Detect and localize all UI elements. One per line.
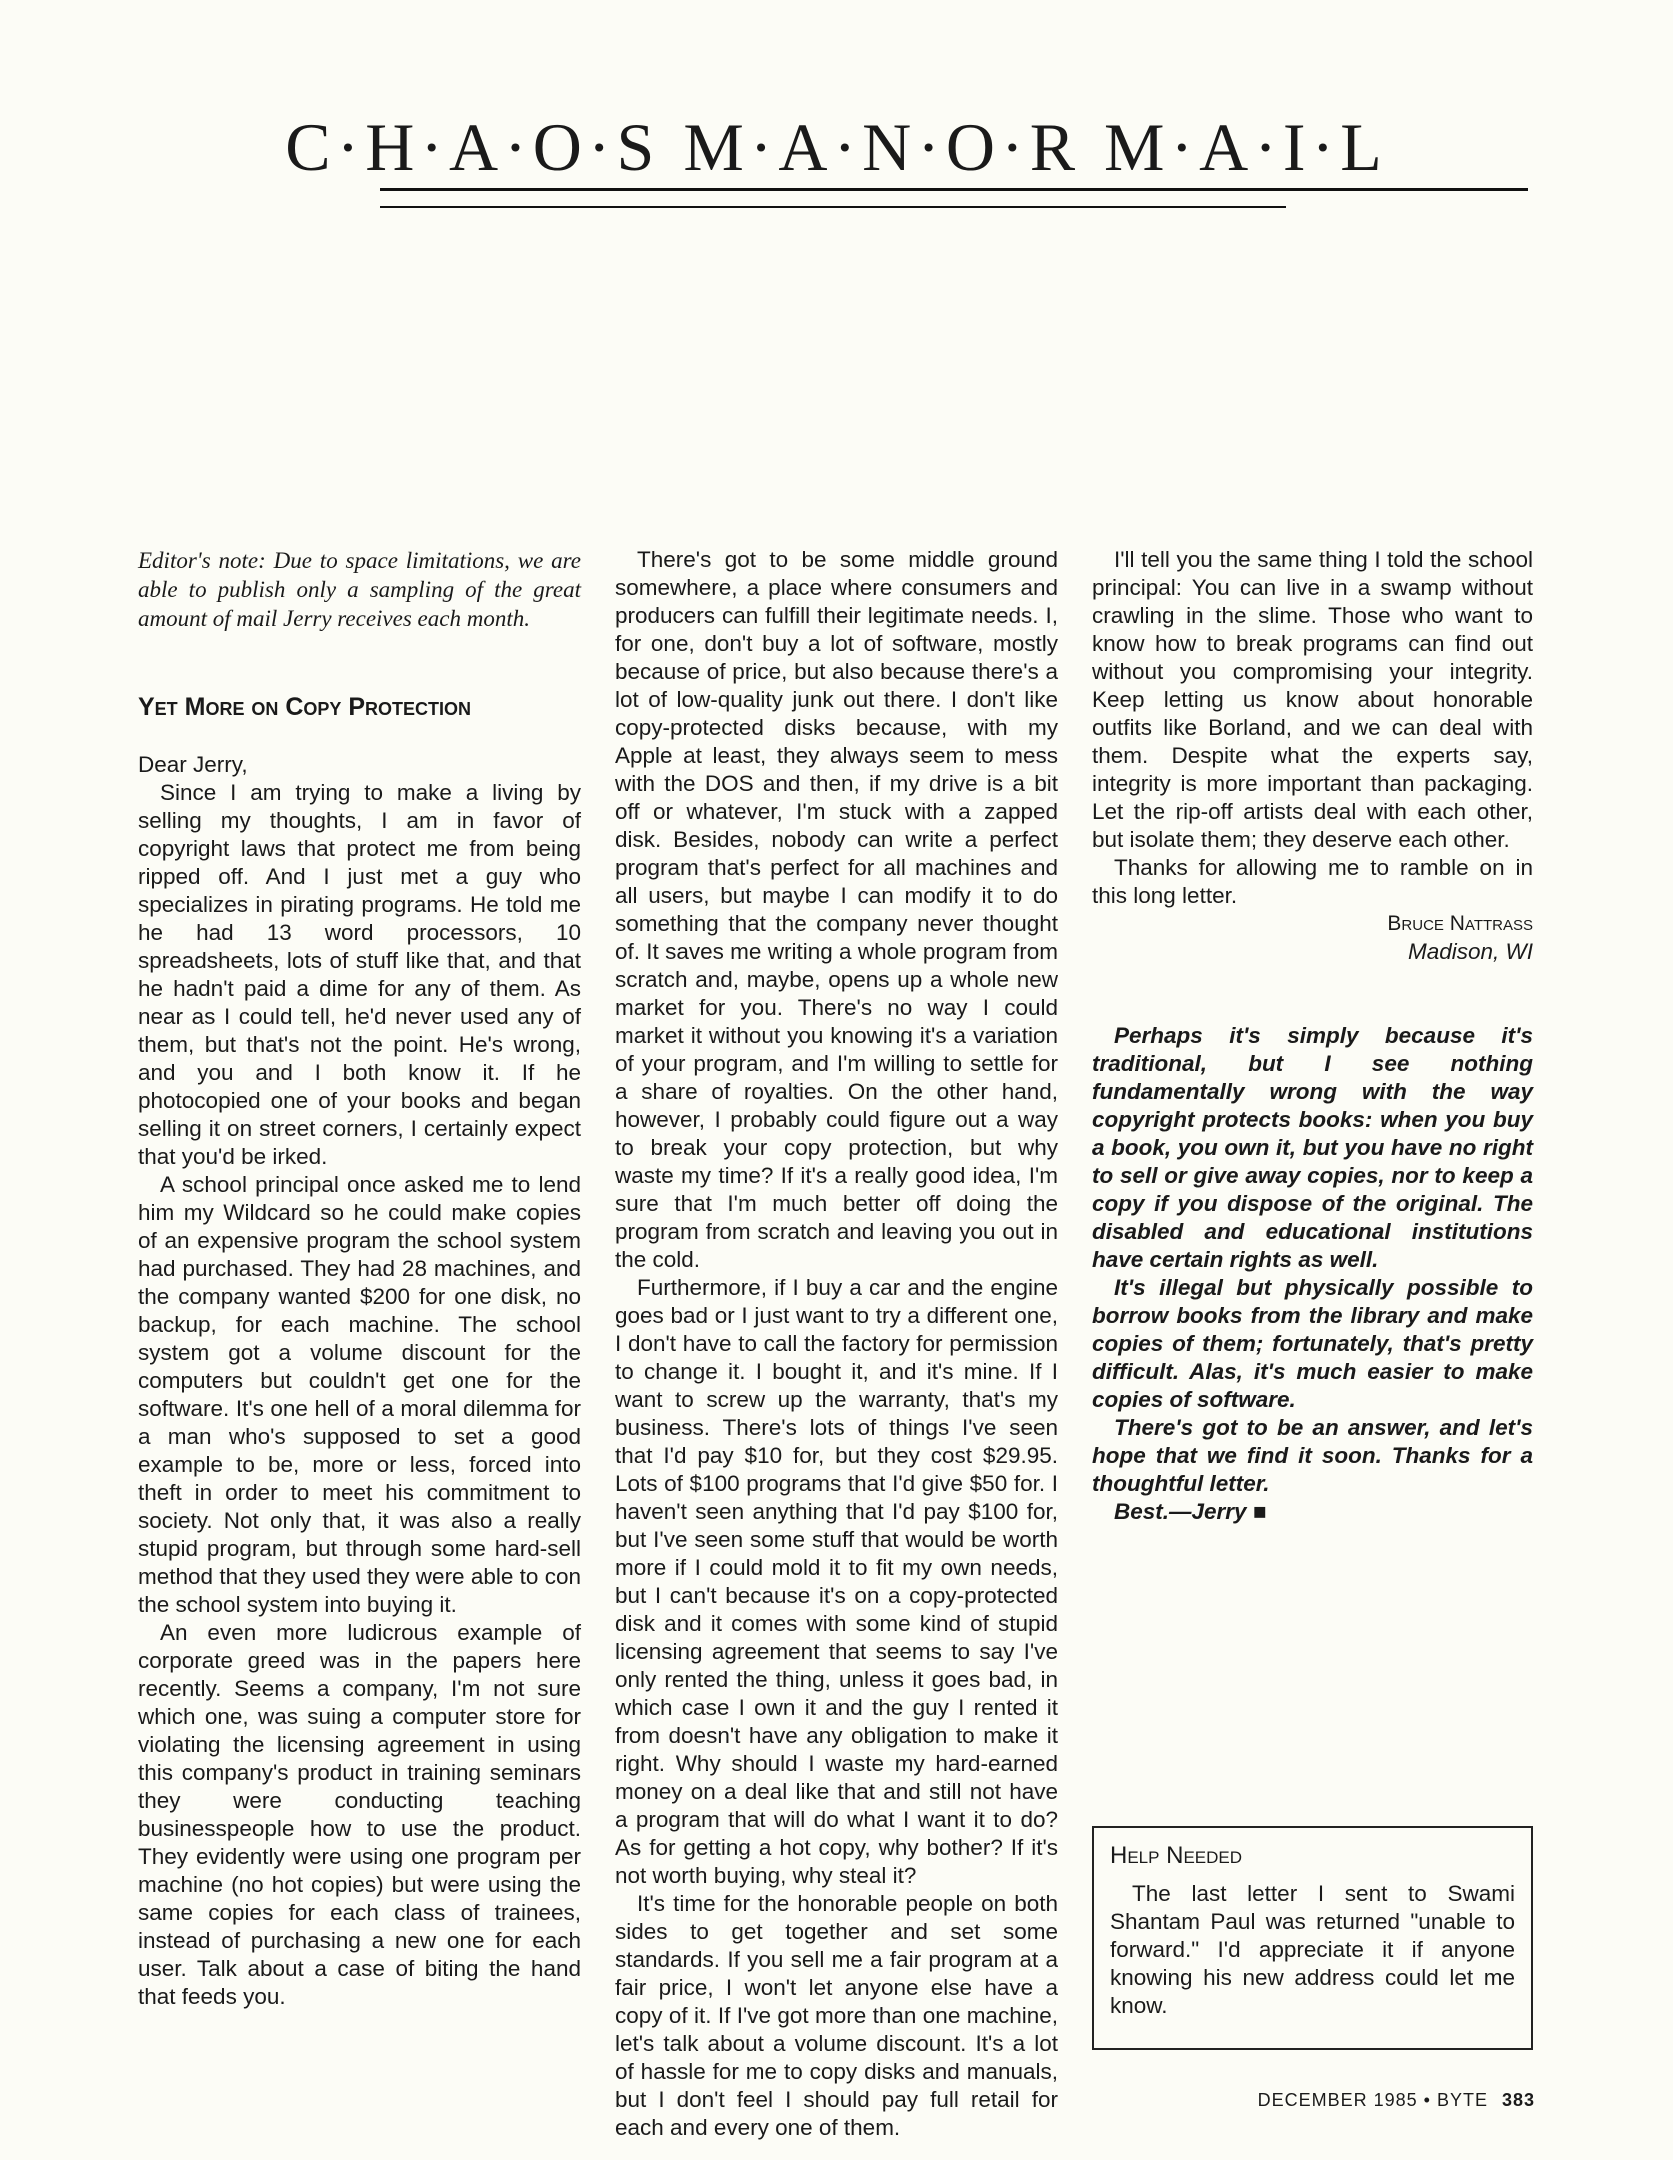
letter-paragraph: A school principal once asked me to lend him my Wildcard so he could make copies of an expensive program the school system had purchased. They had 28 machines, and the company wanted $200 for one disk, no backup, for each machine. The school system got a volume discount for the computers but couldn't get one for the software. It's one hell of a moral dilemma for a man who's supposed to set a good example to be, more or less, forced into theft in order to meet his commitment to society. Not only that, it was also a really stupid program, but through some hard-sell method that they used they were able to con the school system into buying it. bbox=[138, 1172, 581, 1617]
column-2 bbox=[615, 546, 1058, 2140]
letter-paragraph: There's got to be some middle ground somewhere, a place where consumers and producers can fulfill their legitimate needs. I, for one, don't buy a lot of software, mostly because of price, but also because there's a lot of low-quality junk out there. I don't like copy-protected disks because, with my Apple at least, they always seem to mess with the DOS and then, if my drive is a bit off or whatever, I'm stuck with a zapped disk. Besides, nobody can write a perfect program that's perfect for all machines and all users, but maybe I can modify it to do something that the company never thought of. It saves me writing a whole program from scratch and, maybe, opens up a whole new market for you. There's no way I could market it without you knowing it's a variation of your program, and I'm willing to settle for a share of royalties. On the other hand, however, I probably could figure out a way to break your copy protection, but why waste my time? If it's a really good idea, I'm sure that I'm much better off doing the program from scratch and leaving you out in the cold. bbox=[615, 547, 1058, 1272]
letter-heading: Yet More on Copy Protection bbox=[138, 693, 472, 721]
reply-paragraph: There's got to be an answer, and let's hope that we find it soon. Thanks for a thoughtful letter. bbox=[1092, 1415, 1533, 1496]
letter-paragraph: It's time for the honorable people on both sides to get together and set some standards. If you sell me a fair program at a fair price, I won't let anyone else have a copy of it. If I've got more than one machine, let's talk about a volume discount. It's a lot of hassle for me to copy disks and manuals, but I don't feel I should pay full retail for each and every one of them. bbox=[615, 1891, 1058, 2140]
signature-place: Madison, WI bbox=[1407, 939, 1533, 964]
letter-paragraph: I'll tell you the same thing I told the school principal: You can live in a swamp without crawling in the slime. Those who want to know how to break programs can find out without you compromising your integrity. Keep letting us know about honorable outfits like Borland, and we can deal with them. Despite what the experts say, integrity is more important than packaging. Let the rip-off artists deal with each other, but isolate them; they deserve each other. bbox=[1092, 547, 1533, 852]
help-needed-box bbox=[1092, 1826, 1533, 2050]
letter-paragraph: An even more ludicrous example of corporate greed was in the papers here recently. Seems a company, I'm not sure which one, was suing a computer store for violating the licensing agreement in using this company's product in training seminars they were conducting teaching businesspeople how to use the product. They evidently were using one program per machine (no hot copies) but were using the same copies for each class of trainees, instead of purchasing a new one for each user. Talk about a case of biting the hand that feeds you. bbox=[138, 1620, 581, 2009]
column-3 bbox=[1092, 546, 1533, 1526]
help-text: The last letter I sent to Swami Shantam Paul was returned "unable to forward." I'd appreciate it if anyone knowing his new address could let me know. bbox=[1110, 1881, 1515, 2018]
column-1 bbox=[138, 546, 581, 2011]
issue-label: DECEMBER 1985 • BYTE bbox=[1257, 2090, 1488, 2110]
page-footer bbox=[1258, 2090, 1535, 2111]
page-title: C·H·A·O·S M·A·N·O·R M·A·I·L bbox=[285, 109, 1388, 185]
letter-paragraph: Since I am trying to make a living by selling my thoughts, I am in favor of copyright laws that protect me from being ripped off. And I just met a guy who specializes in pirating programs. He told me he had 13 word processors, 10 spreadsheets, lots of stuff like that, and that he hadn't paid a dime for any of them. As near as I could tell, he'd never used any of them, but that's not the point. He's wrong, and you and I both know it. If he photocopied one of your books and began selling it on street corners, I certainly expect that you'd be irked. bbox=[138, 780, 581, 1169]
editor-note: Editor's note: Due to space limitations, we are able to publish only a sampling of the great amount of mail Jerry receives each month. bbox=[138, 548, 581, 631]
help-heading: Help Needed bbox=[1110, 1842, 1243, 1869]
title-rule-thick bbox=[380, 188, 1528, 191]
title-rule-thin bbox=[380, 206, 1286, 208]
letter-paragraph: Thanks for allowing me to ramble on in this long letter. bbox=[1092, 855, 1533, 908]
reply-signoff: Best.—Jerry ■ bbox=[1114, 1499, 1267, 1524]
reply-paragraph: Perhaps it's simply because it's traditional, but I see nothing fundamentally wrong with the way copyright protects books: when you buy a book, you own it, but you have no right to sell or give away copies, nor to keep a copy if you dispose of the original. The disabled and educational institutions have certain rights as well. bbox=[1092, 1023, 1533, 1272]
signature-name: Bruce Nattrass bbox=[1387, 912, 1533, 935]
reply-paragraph: It's illegal but physically possible to borrow books from the library and make copies of them; fortunately, that's pretty difficult. Alas, it's much easier to make copies of software. bbox=[1092, 1275, 1533, 1412]
page-number: 383 bbox=[1501, 2090, 1535, 2110]
salutation: Dear Jerry, bbox=[138, 752, 248, 777]
letter-paragraph: Furthermore, if I buy a car and the engine goes bad or I just want to try a different one, I don't have to call the factory for permission to change it. I bought it, and it's mine. If I want to screw up the warranty, that's my business. There's lots of things I've seen that I'd pay $10 for, but they cost $29.95. Lots of $100 programs that I'd give $50 for. I haven't seen anything that I'd pay $100 for, but I've seen some stuff that would be worth more if I could mold it to fit my own needs, but I can't because it's on a copy-protected disk and it comes with some kind of stupid licensing agreement that seems to say I've only rented the thing, unless it goes bad, in which case I own it and the guy I rented it from doesn't have any obligation to make it right. Why should I waste my hard-earned money on a deal like that and still not have a program that will do what I want it to do? As for getting a hot copy, why bother? If it's not worth buying, why steal it? bbox=[615, 1275, 1058, 1888]
